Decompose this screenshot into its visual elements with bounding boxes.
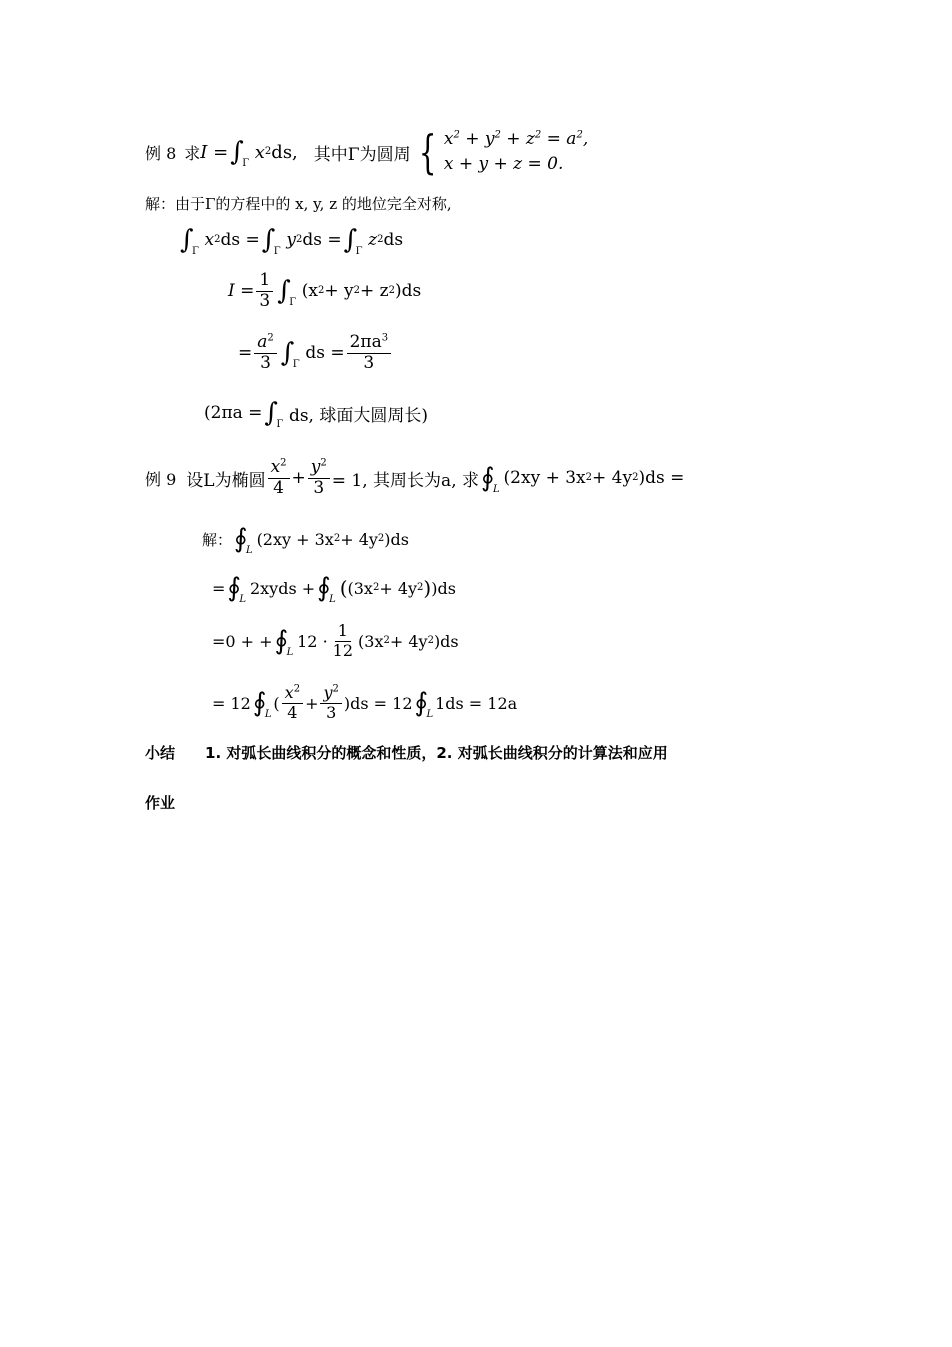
summary-label: 小结 [145, 743, 176, 762]
solution-9-line-4: = 12 ∮ L ( $\frac{x^2}{4}$ + $\frac{y^2}{3}$ )ds = 12 ∮ L 1ds = 12a [212, 682, 518, 722]
fraction: $\frac{1}{3}$ [256, 272, 273, 311]
equation-system: $x^2 + y^2 + z^2 = a^2$, x + y + z = 0. [443, 129, 589, 174]
solution-8-line-3: = $\frac{a^2}{3}$ ∫ Γ ds = $\frac{2\pi a^3}{3}$ [238, 328, 393, 378]
example-9-statement: 例 9 设L为椭圆 $\frac{x^2}{4}$ + $\frac{y^2}{3}$ = 1, 其周长为a, 求 ∮ L (2xy + 3x 2 + 4y 2 )ds = [145, 456, 685, 498]
solution-8-line-2: I = $\frac{1}{3}$ ∫ Γ (x 2 + y 2 + z 2 )ds [228, 269, 422, 311]
solution-8-line-1: ∫ Γ x 2 ds = ∫ Γ y 2 ds = ∫ Γ z 2 ds [180, 225, 404, 257]
solution-8-line-4: (2πa = ∫ Γ ds, 球面大圆周长) [204, 398, 428, 430]
example-8-statement: 例 8 求 I = ∫ Γ x 2 ds, 其中Γ为圆周 { $x^2 + y^2 + z^2 = a^2$, x + y + z = 0. [145, 125, 589, 179]
contour-integral-symbol: ∮ L [481, 463, 500, 495]
solution-9-line-1: 解： ∮ L (2xy + 3x 2 + 4y 2 )ds [202, 524, 409, 556]
integral-symbol: ∫ Γ [230, 137, 250, 169]
example-8-label: 例 8 [145, 143, 177, 163]
example-9-label: 例 9 [145, 469, 177, 489]
left-brace: { [418, 125, 437, 179]
solution-9-line-2: = ∮ L 2xyds + ∮ L ( (3x 2 + 4y 2 ) )ds [212, 573, 456, 605]
solution-8-intro: 解：由于Γ的方程中的 x, y, z 的地位完全对称, [145, 194, 452, 213]
solution-9-line-3: =0 + + ∮ L 12 · $\frac{1}{12}$ (3x 2 + 4y 2 )ds [212, 620, 459, 660]
homework-heading: 作业 [145, 793, 176, 812]
summary-text: 1. 对弧长曲线积分的概念和性质，2. 对弧长曲线积分的计算法和应用 [205, 743, 668, 762]
summary-line [145, 740, 668, 764]
